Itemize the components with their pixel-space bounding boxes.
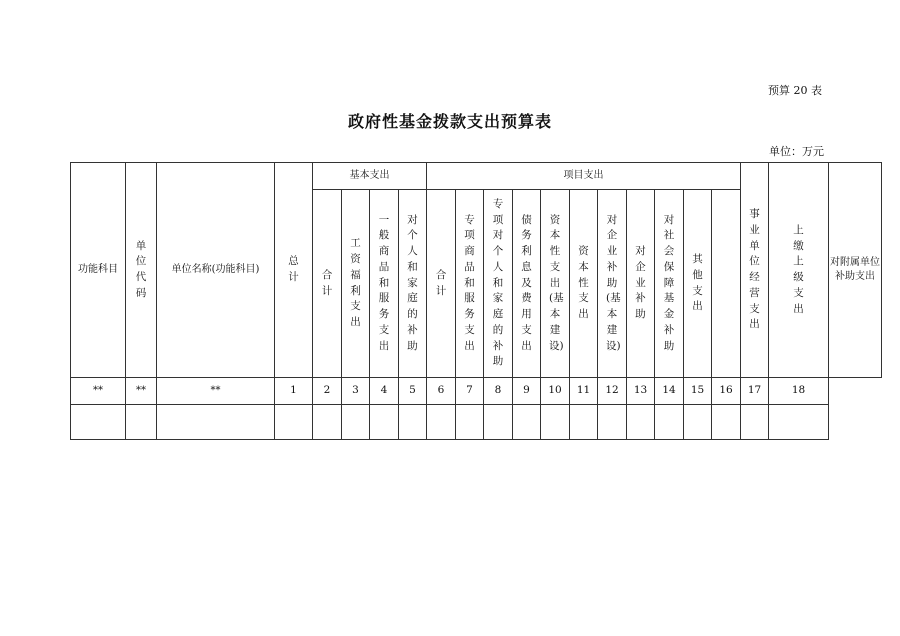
index-cell: 18 xyxy=(769,378,829,405)
data-cell xyxy=(275,405,313,440)
data-cell xyxy=(684,405,712,440)
header-proj-ent-build: 对企业补助(基本建设) xyxy=(598,190,627,378)
data-cell xyxy=(741,405,769,440)
header-proj-goods: 专项商品和服务支出 xyxy=(456,190,484,378)
data-cell xyxy=(513,405,541,440)
header-proj-ent: 对企业补助 xyxy=(627,190,655,378)
header-proj-subtotal: 合计 xyxy=(427,190,456,378)
data-cell xyxy=(313,405,342,440)
header-basic-wages: 工资福利支出 xyxy=(342,190,370,378)
data-cell xyxy=(541,405,570,440)
header-func-subject: 功能科目 xyxy=(71,163,126,378)
data-cell xyxy=(157,405,275,440)
header-total: 总计 xyxy=(275,163,313,378)
header-unit-code: 单位代码 xyxy=(126,163,157,378)
data-row xyxy=(71,405,882,440)
header-proj-subsidy: 专项对个人和家庭的补助 xyxy=(484,190,513,378)
index-cell: 4 xyxy=(370,378,399,405)
header-biz-ops: 事业单位经营支出 xyxy=(741,163,769,378)
index-cell: 15 xyxy=(684,378,712,405)
form-number: 预算 20 表 xyxy=(768,84,822,97)
index-cell: 7 xyxy=(456,378,484,405)
index-cell: 14 xyxy=(655,378,684,405)
index-cell: 5 xyxy=(399,378,427,405)
index-cell: 10 xyxy=(541,378,570,405)
index-cell: 2 xyxy=(313,378,342,405)
header-basic-subsidy: 对个人和家庭的补助 xyxy=(399,190,427,378)
unit-label: 单位：万元 xyxy=(769,145,824,158)
index-cell: 13 xyxy=(627,378,655,405)
data-cell xyxy=(427,405,456,440)
index-cell: 6 xyxy=(427,378,456,405)
data-cell xyxy=(484,405,513,440)
header-turn-over: 上缴上级支出 xyxy=(769,163,829,378)
header-project-group: 项目支出 xyxy=(427,163,741,190)
page-title: 政府性基金拨款支出预算表 xyxy=(347,112,552,131)
header-proj-social: 对社会保障基金补助 xyxy=(655,190,684,378)
index-cell: ** xyxy=(126,378,157,405)
index-cell: 9 xyxy=(513,378,541,405)
index-cell: 17 xyxy=(741,378,769,405)
data-cell xyxy=(570,405,598,440)
index-cell: 1 xyxy=(275,378,313,405)
data-cell xyxy=(712,405,741,440)
index-cell: 3 xyxy=(342,378,370,405)
data-cell xyxy=(370,405,399,440)
budget-table xyxy=(70,162,882,440)
index-cell: 16 xyxy=(712,378,741,405)
header-affiliated: 对附属单位补助支出 xyxy=(829,163,882,378)
data-cell xyxy=(71,405,126,440)
index-cell: 12 xyxy=(598,378,627,405)
header-unit-name: 单位名称(功能科目) xyxy=(157,163,275,378)
header-proj-capital: 资本性支出 xyxy=(570,190,598,378)
header-proj-debt: 债务利息及费用支出 xyxy=(513,190,541,378)
header-proj-other: 其他支出 xyxy=(684,190,712,378)
data-cell xyxy=(126,405,157,440)
index-cell: 11 xyxy=(570,378,598,405)
header-basic-goods: 一般商品和服务支出 xyxy=(370,190,399,378)
data-cell xyxy=(598,405,627,440)
index-cell: 8 xyxy=(484,378,513,405)
data-cell xyxy=(399,405,427,440)
header-basic-group: 基本支出 xyxy=(313,163,427,190)
header-proj-capital-build: 资本性支出(基本建设) xyxy=(541,190,570,378)
index-row xyxy=(71,378,882,405)
header-basic-subtotal: 合计 xyxy=(313,190,342,378)
index-cell: ** xyxy=(157,378,275,405)
data-cell xyxy=(627,405,655,440)
data-cell xyxy=(655,405,684,440)
index-cell: ** xyxy=(71,378,126,405)
data-cell xyxy=(456,405,484,440)
data-cell xyxy=(769,405,829,440)
data-cell xyxy=(342,405,370,440)
